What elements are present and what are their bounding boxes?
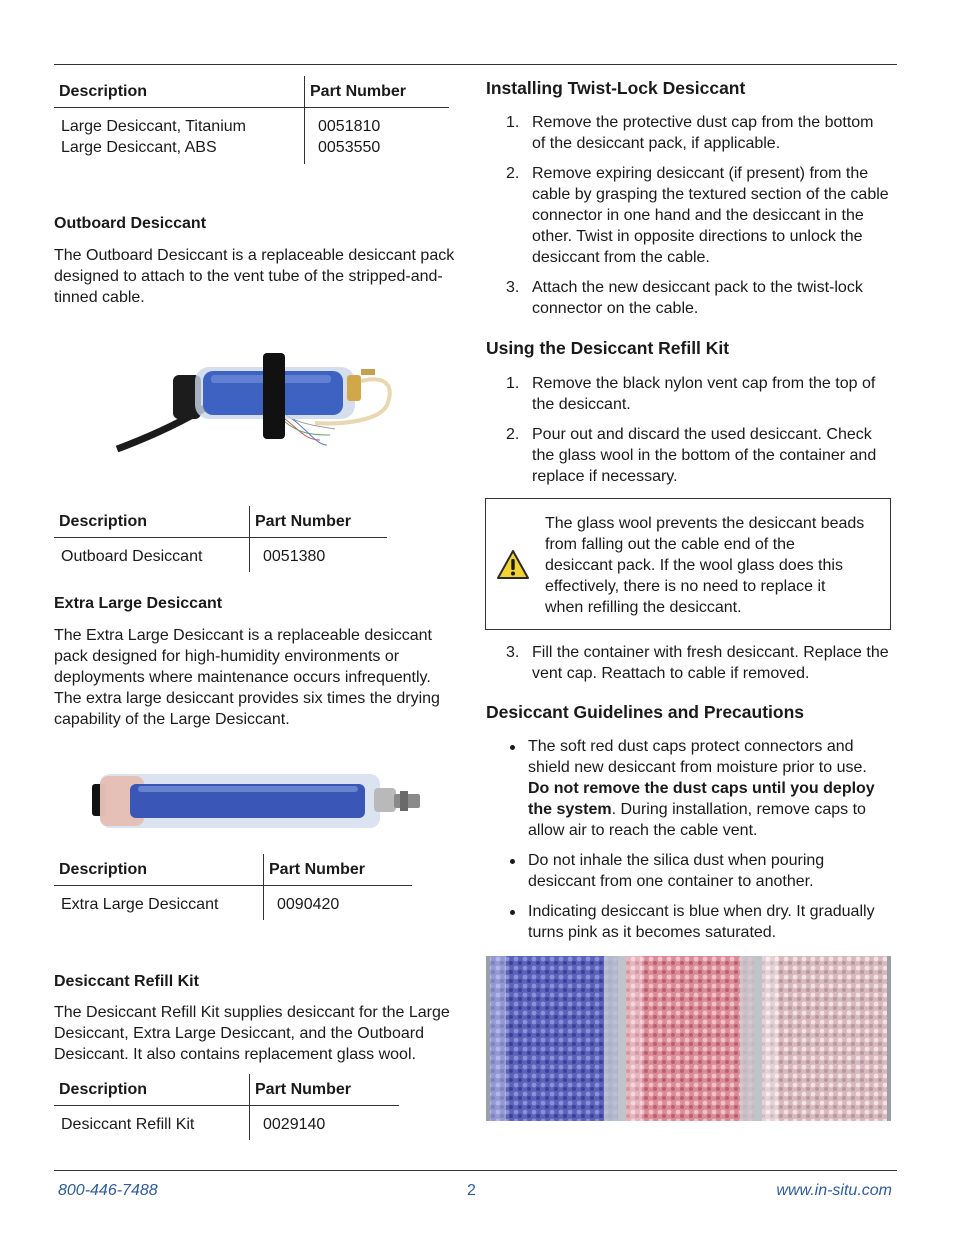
xl-heading: Extra Large Desiccant [54,595,223,612]
bullet-dot [510,910,515,915]
list-item [486,901,891,943]
table-header-part-number: Part Number [264,854,413,886]
part-line: 0051810 [318,118,381,135]
bullet-dot [510,745,515,750]
table-row [54,538,387,573]
table-header-part-number: Part Number [250,1074,400,1106]
bullet-text: Do not inhale the silica dust when pouring desiccant from one container to another. [528,852,825,890]
part-line: 0053550 [318,139,381,156]
twist-lock-steps [486,112,891,328]
bullet-dot [510,859,515,864]
desc-line: Large Desiccant, Titanium [61,118,246,135]
table-header-description: Description [54,76,305,108]
list-item [486,373,891,415]
outboard-heading: Outboard Desiccant [54,215,207,232]
table-cell-part-number: 0051380 [250,538,388,573]
table-cell-part-number: 0090420 [264,886,413,921]
table-header-description: Description [54,506,250,538]
bullet-text: The soft red dust caps protect connectors and shield new desiccant from moisture prior to use. [528,738,867,776]
table-row [54,1106,399,1141]
note-text: The glass wool prevents the desiccant beads from falling out the cable end of the desiccant pack. If the wool glass does this effectively, there is no need to replace it when refilling the desiccant. [545,515,865,616]
outboard-paragraph: The Outboard Desiccant is a replaceable desiccant pack designed to attach to the vent tube of the stripped-and-tinned cable. [54,247,455,306]
xl-desiccant-photo [90,770,425,832]
refill-kit-steps [486,373,891,496]
list-item [486,424,891,487]
step-number: 3. [506,279,520,296]
table-header-part-number: Part Number [305,76,450,108]
step-text: Remove the black nylon vent cap from the top of the desiccant. [532,375,876,413]
step-number: 2. [506,426,520,443]
step-text: Pour out and discard the used desiccant. Check the glass wool in the bottom of the container and replace if necessary. [532,426,877,485]
table-row [54,886,412,921]
bullet-bold-text: Do not remove the dust caps until you deploy the system [528,780,875,818]
step-number: 1. [506,114,520,131]
guidelines-list [486,736,891,952]
list-item [486,112,891,154]
refill-kit-usage-heading: Using the Desiccant Refill Kit [486,338,730,358]
header-rule [54,64,897,65]
large-desiccant-table [54,76,449,164]
step-number: 1. [506,375,520,392]
list-item [486,163,891,268]
desc-line: Large Desiccant, ABS [61,139,217,156]
step-text: Remove expiring desiccant (if present) from the cable by grasping the textured section of the cable connector in one hand and the desiccant in the other. Twist in opposite directions to unlock the desiccant from the cable. [532,165,889,266]
table-cell-part-number [305,108,450,165]
footer-phone: 800-446-7488 [58,1182,158,1199]
refill-kit-paragraph: The Desiccant Refill Kit supplies desiccant for the Large Desiccant, Extra Large Desiccant, and the Outboard Desiccant. It also contains replacement glass wool. [54,1004,450,1063]
outboard-desiccant-photo [115,345,405,455]
list-item [486,850,891,892]
table-header-description: Description [54,1074,250,1106]
refill-kit-heading: Desiccant Refill Kit [54,973,199,990]
outboard-desiccant-table [54,506,387,572]
desiccant-color-photo [486,956,891,1121]
bullet-text: Indicating desiccant is blue when dry. It gradually turns pink as it becomes saturated. [528,903,875,941]
list-item [486,277,891,319]
step-text: Attach the new desiccant pack to the twist-lock connector on the cable. [532,279,863,317]
table-cell-description: Desiccant Refill Kit [61,1116,195,1133]
step-text: Fill the container with fresh desiccant. Replace the vent cap. Reattach to cable if removed. [532,644,889,682]
table-row [54,108,449,165]
table-header-part-number: Part Number [250,506,388,538]
step-text: Remove the protective dust cap from the bottom of the desiccant pack, if applicable. [532,114,874,152]
warning-triangle-icon [496,549,530,580]
glass-wool-note [485,498,891,630]
xl-desiccant-table [54,854,412,920]
list-item [486,736,891,841]
table-cell-description: Outboard Desiccant [61,548,203,565]
table-cell-description [54,108,305,165]
table-cell-description: Extra Large Desiccant [61,896,219,913]
twist-lock-heading: Installing Twist-Lock Desiccant [486,78,746,98]
refill-kit-table [54,1074,399,1140]
page-number: 2 [467,1182,476,1199]
step-number: 3. [506,644,520,661]
step-number: 2. [506,165,520,182]
bullet-text: . During installation, remove caps to allow air to reach the cable vent. [528,801,866,839]
table-header-description: Description [54,854,264,886]
guidelines-heading: Desiccant Guidelines and Precautions [486,702,805,722]
footer-website-link[interactable]: www.in-situ.com [776,1182,892,1199]
table-cell-part-number: 0029140 [250,1106,400,1141]
list-item [486,642,891,684]
xl-paragraph: The Extra Large Desiccant is a replaceable desiccant pack designed for high-humidity environments or deployments where maintenance occurs infrequently. The extra large desiccant provides six times the drying capability of the Large Desiccant. [54,627,440,728]
footer-rule [54,1170,897,1171]
refill-kit-step-3 [486,642,891,693]
